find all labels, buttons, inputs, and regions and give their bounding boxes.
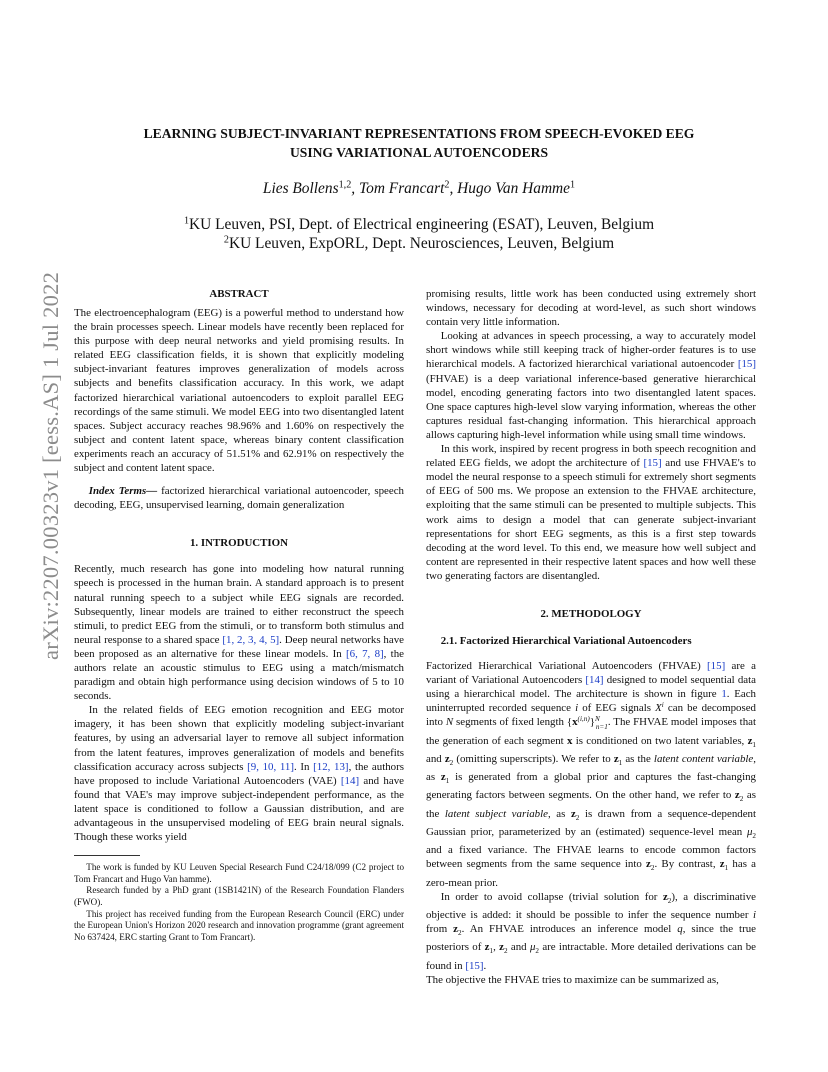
- author-affiliation-mark: 1: [570, 179, 576, 191]
- text-run: and a fixed variance. The FHVAE learns to encode common factors between segments from the same sequence into: [426, 844, 756, 871]
- intro-paragraph-3: [426, 329, 756, 442]
- methodology-heading: 2. METHODOLOGY: [540, 607, 642, 620]
- text-run: In order to avoid collapse (trivial solution for: [440, 890, 663, 903]
- author-name: Hugo Van Hamme: [457, 180, 571, 197]
- paper-title: [74, 124, 764, 162]
- math-subscript: 2: [650, 864, 655, 873]
- affiliation-text: KU Leuven, ExpORL, Dept. Neurosciences, Leuven, Belgium: [228, 235, 615, 252]
- text-run: is conditioned on two latent variables,: [572, 734, 748, 747]
- citation-link[interactable]: [12, 13]: [313, 760, 349, 773]
- abstract-text: The electroencephalogram (EEG) is a powerful method to understand how the brain processes speech. Linear models have recently been replaced for this purpose with deep neural networks and yield promising results. In related EEG classification fields, it is shown that explicitly modeling subject-invariant features improves generalization of models across subjects and benefits classification accuracy. In this work, we adapt factorized hierarchical variational autoencoders to exploit parallel EEG recordings of the same stimuli. We model EEG into two disentangled latent spaces. Subject accuracy reaches 98.96% and 1.60% on respectively the subject and content latent space, whereas binary content classification experiments reach an accuracy of 51.51% and 62.91% on respectively the subject and content latent space.: [74, 307, 404, 475]
- term-latent-content-variable: latent content variable: [653, 752, 754, 765]
- footnote: The work is funded by KU Leuven Special Research Fund C24/18/099 (C2 project to Tom Francart and Hugo Van hamme).: [74, 862, 404, 884]
- footnote-divider: [74, 855, 140, 856]
- math-vector: z: [747, 734, 753, 747]
- text-run: of EEG signals: [578, 702, 656, 715]
- index-terms-text: factorized hierarchical variational autoencoder, speech decoding, EEG, unsupervised learning, domain generalization: [74, 485, 404, 512]
- text-run: . Each uninterrupted recorded sequence: [426, 688, 756, 715]
- index-terms-label: Index Terms—: [88, 485, 158, 498]
- math-subscript: n=1: [595, 722, 608, 731]
- math-variable: X: [655, 702, 662, 715]
- math-vector: z: [499, 941, 504, 954]
- math-vector: z: [662, 890, 668, 903]
- math-vector: z: [484, 941, 490, 954]
- author-list: [74, 179, 764, 199]
- math-vector: z: [719, 858, 725, 871]
- methodology-paragraph-1: [426, 659, 756, 890]
- math-subscript: 2: [667, 896, 672, 905]
- affiliation-line: [74, 215, 764, 234]
- intro-paragraph-continued: promising results, little work has been conducted using extremely short windows, necessary for decoding at word-level, as such short windows contain very little information.: [426, 288, 756, 329]
- text-run: ), a discriminative objective is added: it should be possible to infer the sequence number: [426, 890, 756, 921]
- math-subscript: 1: [489, 947, 494, 956]
- intro-p2-text-d: and have found that VAE's may improve subject-independent performance, as the latent space is conditioned to follow a Gaussian distribution, and are advantageous in the unsupervised modeling of EEG brain neural signals. Though these works yield: [74, 774, 404, 844]
- math-vector: z: [444, 752, 450, 765]
- intro-p1-text-b: . Deep neural networks have been proposed as an alternative for these linear models. In: [74, 633, 404, 660]
- citation-link[interactable]: [9, 10, 11]: [247, 760, 294, 773]
- left-column: [74, 287, 404, 943]
- math-superscript: (i,n): [577, 715, 590, 724]
- math-subscript: 2: [458, 929, 462, 938]
- text-run: , since the true posteriors of: [426, 923, 756, 954]
- math-subscript: 2: [503, 947, 508, 956]
- text-run: from: [426, 923, 454, 936]
- text-run: has a zero-mean prior.: [426, 858, 757, 889]
- math-vector: z: [453, 923, 459, 936]
- text-run: }: [589, 716, 595, 729]
- affiliation-text: KU Leuven, PSI, Dept. of Electrical engineering (ESAT), Leuven, Belgium: [189, 216, 655, 233]
- intro-paragraph-2: [74, 703, 404, 844]
- math-variable: N: [445, 716, 454, 729]
- math-vector: z: [734, 789, 740, 802]
- text-run: as the: [426, 789, 756, 820]
- methodology-paragraph-3: The objective the FHVAE tries to maximize can be summarized as,: [426, 973, 719, 986]
- intro-p2-text-c: , the authors have proposed to include Variational Autoencoders (VAE): [74, 760, 404, 787]
- math-vector: z: [440, 771, 446, 784]
- citation-link[interactable]: [14]: [585, 674, 604, 687]
- intro-p1-text-c: , the authors relate an acoustic stimulus to EEG using a match/mismatch paradigm and obtain high performance using decision windows of 5 to 10 seconds.: [74, 647, 404, 703]
- author-separator: ,: [351, 180, 359, 197]
- text-run: and: [426, 752, 445, 765]
- right-p3-text-b: and use FHVAE's to model the neural response to a speech stimuli for extremely short segments of EEG of 500 ms. We propose an extension to the FHVAE architecture, exploiting that the same stimuli can be presented to multiple subjects. This work aims to design a model that can generate subject-invariant representations for short EEG segments, as this is a first step towards decoding at the word level. To this end, we measure how well subject and content are represented in their respective latent spaces and how well these two generating factors are disentangled.: [426, 457, 757, 582]
- math-variable: i: [752, 908, 756, 921]
- intro-p2-text-b: . In: [293, 760, 314, 773]
- text-run: (omitting superscripts). We refer to: [453, 752, 614, 765]
- math-superscript: i: [661, 701, 664, 710]
- math-subscript: 2: [535, 947, 539, 956]
- text-run: are intractable. More detailed derivations can be found in: [426, 941, 757, 972]
- footnote: Research funded by a PhD grant (1SB1421N) of the Research Foundation Flanders (FWO).: [74, 885, 404, 907]
- intro-paragraph-1: [74, 562, 404, 703]
- text-run: as the: [622, 752, 654, 765]
- citation-link[interactable]: [14]: [340, 774, 360, 787]
- text-run: designed to model sequential data using a hierarchical model. The architecture is shown in figure: [426, 674, 757, 701]
- author-affiliation-mark: 2: [444, 179, 450, 191]
- intro-p2-text-a: In the related fields of EEG emotion recognition and EEG motor imagery, it has been shown that explicitly modeling subject-invariant features, by using an adversarial layer to remove all subject information from the latent features, improves generalization of models and benefits classification accuracy across subjects: [74, 704, 404, 773]
- math-subscript: 2: [575, 813, 580, 822]
- citation-link[interactable]: [6, 7, 8]: [346, 647, 384, 660]
- right-p2-text-a: Looking at advances in speech processing, a way to accurately model short windows while still keeping track of higher-order features is to use hierarchical models. A factorized hierarchical variational autoencoder: [426, 330, 756, 371]
- author-separator: ,: [449, 180, 458, 197]
- math-vector: x: [572, 716, 578, 729]
- arxiv-identifier-text: arXiv:2207.00323v1 [eess.AS] 1 Jul 2022: [38, 271, 63, 660]
- math-vector: z: [646, 858, 651, 871]
- math-superscript: N: [594, 715, 600, 724]
- affiliation-line: [74, 234, 764, 253]
- citation-link[interactable]: [15]: [737, 358, 756, 371]
- text-run: Factorized Hierarchical Variational Autoencoders (FHVAE): [426, 659, 708, 672]
- author-affiliation-mark: 1,2: [338, 179, 352, 191]
- methodology-paragraph-2: [426, 890, 756, 973]
- text-run: , as: [426, 752, 756, 784]
- citation-link[interactable]: [15]: [643, 457, 662, 470]
- text-run: can be decomposed into: [426, 702, 757, 729]
- text-run: and: [507, 941, 530, 954]
- intro-p1-text-a: Recently, much research has gone into modeling how natural running speech is processed in the human brain. A standard approach is to present natural running speech to a subject while EEG signals are recorded. Subsequently, linear models are trained to either reconstruct the speech stimuli, to predict EEG from the stimuli, or to transform both stimulus and neural response to a shared space: [74, 563, 404, 646]
- text-run: . An FHVAE introduces an inference model: [461, 923, 678, 936]
- citation-link[interactable]: [15]: [465, 959, 484, 972]
- math-subscript: 1: [618, 759, 623, 768]
- figure-link[interactable]: 1: [721, 688, 727, 701]
- affiliation-mark: 1: [183, 215, 190, 227]
- text-run: is drawn from a sequence-dependent Gaussian prior, parameterized by an (estimated) sequence-level mean: [426, 807, 757, 838]
- introduction-heading: 1. INTRODUCTION: [189, 537, 289, 550]
- text-run: . The FHVAE model imposes that the generation of each segment: [426, 716, 756, 747]
- affiliation-mark: 2: [223, 234, 229, 246]
- math-vector: x: [567, 734, 573, 747]
- math-subscript: 2: [752, 832, 756, 841]
- math-variable: μ: [746, 825, 753, 838]
- title-line-2: USING VARIATIONAL AUTOENCODERS: [289, 145, 549, 160]
- abstract-heading: ABSTRACT: [209, 288, 269, 300]
- term-latent-subject-variable: latent subject variable: [444, 807, 548, 820]
- title-line-1: LEARNING SUBJECT-INVARIANT REPRESENTATIONS FROM SPEECH-EVOKED EEG: [143, 126, 695, 141]
- text-run: is generated from a global prior and captures the fast-changing generating factors between segments. On the other hand, we refer to: [426, 771, 757, 802]
- footnote: This project has received funding from the European Research Council (ERC) under the European Union's Horizon 2020 research and innovation programme (grant agreement No 637424, ERC starting Grant to Tom Francart).: [74, 908, 404, 942]
- text-run: , as: [547, 807, 571, 820]
- math-subscript: 1: [724, 864, 729, 873]
- text-run: are a variant of Variational Autoencoders: [426, 659, 756, 687]
- text-run: .: [483, 959, 487, 972]
- index-terms: [74, 484, 404, 512]
- math-subscript: 1: [445, 777, 450, 786]
- math-subscript: 2: [739, 795, 744, 804]
- author-name: Lies Bollens: [262, 180, 339, 197]
- math-vector: z: [613, 752, 619, 765]
- citation-link[interactable]: [1, 2, 3, 4, 5]: [222, 633, 280, 646]
- math-subscript: 1: [752, 740, 756, 749]
- math-vector: z: [570, 807, 576, 820]
- subsection-heading: 2.1. Factorized Hierarchical Variational Autoencoders: [440, 634, 692, 647]
- intro-paragraph-4: [426, 442, 756, 583]
- citation-link[interactable]: [15]: [707, 659, 726, 672]
- right-p2-text-b: (FHVAE) is a deep variational inference-based generative hierarchical model, encoding generating factors into two disentangled latent spaces. One space captures high-level slow varying information, whereas the other captures residual fast-changing information. This hierarchical approach allows capturing high-level information while using small time windows.: [426, 372, 756, 441]
- math-variable: μ: [529, 941, 536, 954]
- text-run: . By contrast,: [654, 858, 720, 871]
- author-name: Tom Francart: [358, 180, 445, 197]
- affiliations: [74, 215, 764, 253]
- math-variable: i: [575, 702, 579, 715]
- math-subscript: 2: [449, 759, 454, 768]
- math-variable: q: [677, 923, 683, 936]
- footnotes: [74, 855, 404, 943]
- right-column: [426, 287, 756, 987]
- text-run: ,: [493, 941, 500, 954]
- text-run: segments of fixed length {: [453, 716, 573, 729]
- right-p3-text-a: In this work, inspired by recent progress in both speech recognition and related EEG fields, we adopt the architecture of: [426, 443, 756, 470]
